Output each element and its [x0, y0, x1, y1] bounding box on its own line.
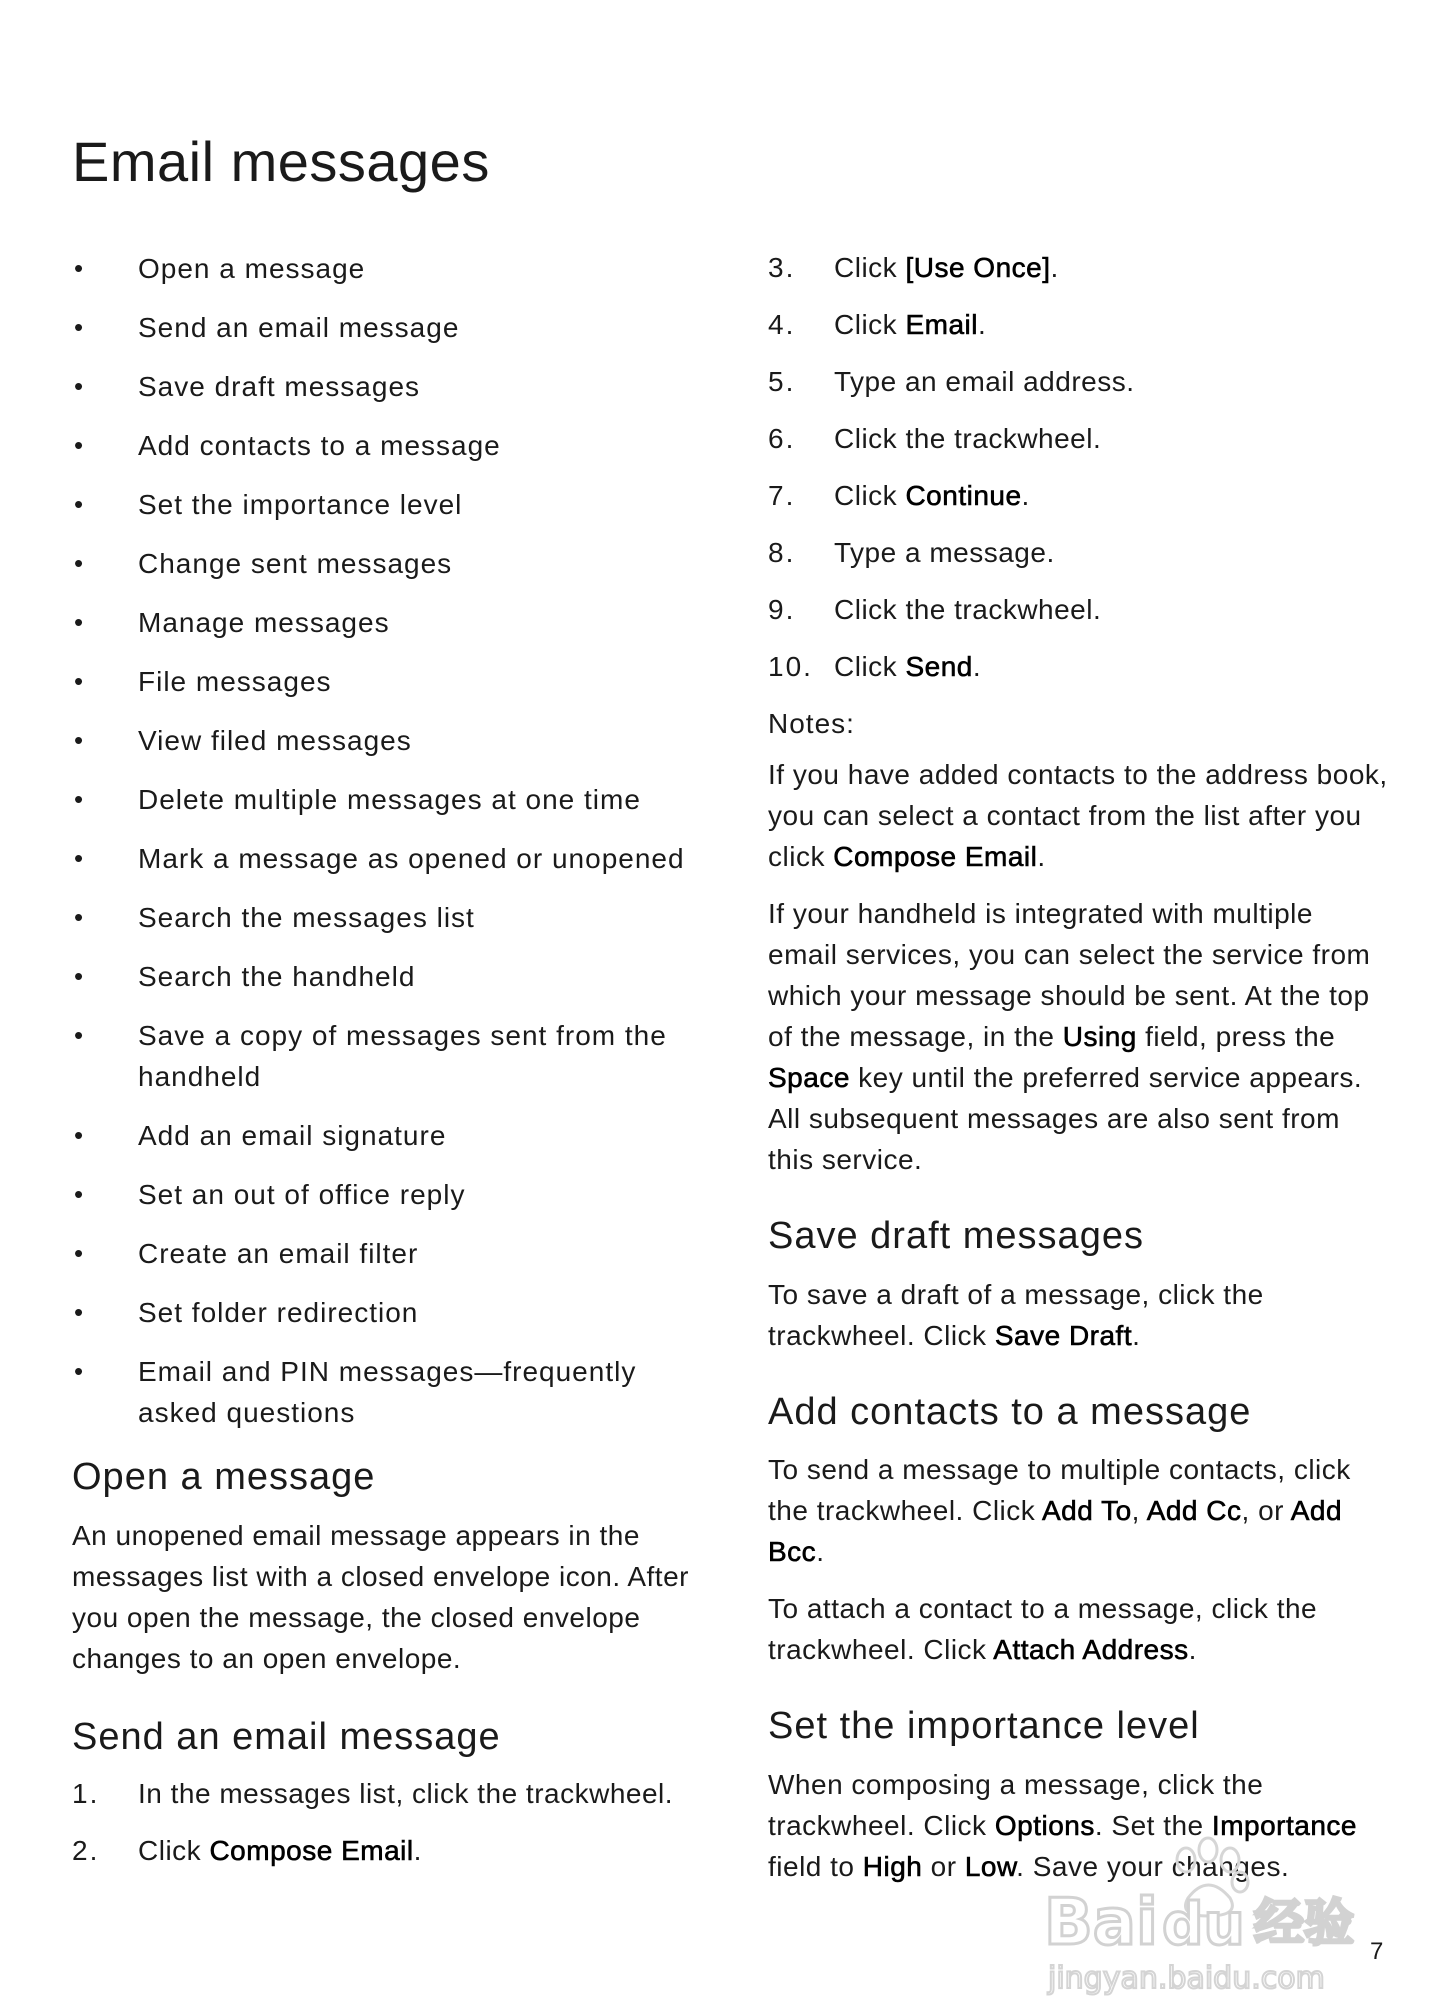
- step-text: Click: [834, 651, 906, 682]
- ui-term: [Use Once]: [905, 252, 1051, 283]
- note-text: field, press the: [1136, 1021, 1336, 1052]
- topic-item[interactable]: • Add an email signature: [72, 1115, 692, 1156]
- topic-item[interactable]: • Send an email message: [72, 307, 692, 348]
- body-text: . Set the: [1094, 1809, 1212, 1841]
- step-item: [768, 419, 1388, 459]
- step-text: Click: [138, 1835, 210, 1867]
- step-number: 6.: [768, 423, 796, 454]
- topic-item[interactable]: • Change sent messages: [72, 543, 692, 584]
- step-item: [768, 305, 1388, 345]
- body-text: When composing a message, click the trackwheel. Click: [768, 1768, 1264, 1841]
- ui-term: Add To: [1042, 1495, 1132, 1527]
- add-contacts-heading: Add contacts to a message: [768, 1390, 1252, 1433]
- body-text: To save a draft of a message, click the trackwheel. Click: [768, 1278, 1264, 1351]
- step-punct: .: [413, 1835, 422, 1867]
- body-punct: .: [816, 1536, 825, 1568]
- step-text: Click: [834, 309, 906, 340]
- body-sep: , or: [1241, 1495, 1291, 1527]
- ui-term: Email: [905, 309, 978, 340]
- ui-term: Save Draft: [994, 1319, 1133, 1351]
- open-message-body: An unopened email message appears in the messages list with a closed envelope icon. After you open the message, the closed envelope changes to an open envelope.: [72, 1519, 689, 1674]
- ui-term: High: [862, 1850, 923, 1882]
- step-item: [768, 476, 1388, 516]
- topic-item[interactable]: • Create an email filter: [72, 1233, 692, 1274]
- step-item: [72, 1774, 692, 1814]
- body-punct: .: [1132, 1319, 1141, 1351]
- notes-label: Notes:: [768, 708, 855, 739]
- ui-term: Continue: [905, 480, 1022, 511]
- topic-item[interactable]: • View filed messages: [72, 720, 692, 761]
- ui-term: Compose Email: [209, 1835, 414, 1867]
- note-text: If you have added contacts to the address book, you can select a contact from the list after you click: [768, 759, 1388, 872]
- step-number: 9.: [768, 594, 796, 625]
- step-item: [72, 1831, 692, 1871]
- step-text: Click the trackwheel.: [834, 594, 1102, 625]
- ui-term: Importance: [1211, 1809, 1357, 1841]
- page-number: 7: [1370, 1938, 1384, 1965]
- step-number: 7.: [768, 480, 796, 511]
- step-text: Click: [834, 252, 906, 283]
- ui-term: Add Bcc: [768, 1495, 1343, 1568]
- send-email-heading: Send an email message: [72, 1715, 501, 1758]
- step-punct: .: [1021, 480, 1030, 511]
- watermark-brand: Bai: [1044, 1886, 1158, 1960]
- note-address-book: [768, 754, 1388, 877]
- topic-item[interactable]: • Set the importance level: [72, 484, 692, 525]
- watermark-brand-suffix: du: [1162, 1890, 1245, 1958]
- body-text: To attach a contact to a message, click the trackwheel. Click: [768, 1593, 1318, 1666]
- topic-item[interactable]: • Open a message: [72, 248, 692, 289]
- add-contacts-body-1: [768, 1449, 1388, 1572]
- ui-term: Compose Email: [833, 841, 1038, 872]
- step-number: 8.: [768, 537, 796, 568]
- step-punct: .: [972, 651, 982, 682]
- step-number: 2.: [72, 1835, 100, 1867]
- add-contacts-body-2: [768, 1588, 1388, 1670]
- importance-heading: Set the importance level: [768, 1705, 1200, 1748]
- step-text: In the messages list, click the trackwheel.: [138, 1778, 674, 1810]
- body-text: field to: [768, 1850, 863, 1882]
- ui-term: Send: [905, 651, 973, 682]
- note-text: key until the preferred service appears. All subsequent messages are also sent from this service.: [768, 1062, 1363, 1175]
- send-email-steps-part1: [72, 1774, 692, 1871]
- topic-item[interactable]: • Add contacts to a message: [72, 425, 692, 466]
- body-text: To send a message to multiple contacts, click the trackwheel. Click: [768, 1454, 1351, 1527]
- note-multiple-services: [768, 893, 1388, 1180]
- topic-item[interactable]: • Delete multiple messages at one time: [72, 779, 692, 820]
- step-number: 1.: [72, 1778, 100, 1810]
- step-text: Type a message.: [834, 537, 1055, 568]
- step-punct: .: [1050, 252, 1059, 283]
- send-email-steps-part2: [768, 248, 1388, 687]
- right-column: [768, 248, 1388, 1903]
- ui-term: Add Cc: [1146, 1495, 1242, 1527]
- page-title: Email messages: [72, 130, 490, 193]
- save-draft-body: [768, 1274, 1388, 1356]
- topic-item[interactable]: • Search the handheld: [72, 956, 692, 997]
- note-text: If your handheld is integrated with multiple email services, you can select the service from which your message should be sent. At the top of the message, in the: [768, 898, 1371, 1052]
- topic-item[interactable]: • Set folder redirection: [72, 1292, 692, 1333]
- topic-item[interactable]: • Email and PIN messages—frequently asked questions: [72, 1351, 692, 1433]
- topic-item[interactable]: • Search the messages list: [72, 897, 692, 938]
- watermark-cn: 经验: [1254, 1894, 1354, 1952]
- step-text: Click: [834, 480, 906, 511]
- left-column: [72, 248, 692, 1888]
- topic-item[interactable]: • Save draft messages: [72, 366, 692, 407]
- step-item: [768, 248, 1388, 288]
- ui-term: Space: [768, 1062, 850, 1093]
- ui-term: Attach Address: [993, 1634, 1189, 1666]
- topic-item[interactable]: • Manage messages: [72, 602, 692, 643]
- open-message-heading: Open a message: [72, 1456, 376, 1498]
- baidu-jingyan-watermark: [1036, 1820, 1396, 2000]
- step-number: 10.: [768, 651, 813, 682]
- topic-list: [72, 248, 692, 1433]
- body-text: . Save your changes.: [1016, 1850, 1290, 1882]
- topic-item[interactable]: • File messages: [72, 661, 692, 702]
- ui-term: Options: [994, 1809, 1095, 1841]
- step-number: 4.: [768, 309, 796, 340]
- ui-term: Using: [1062, 1021, 1137, 1052]
- topic-item[interactable]: • Save a copy of messages sent from the handheld: [72, 1015, 692, 1097]
- save-draft-heading: Save draft messages: [768, 1215, 1144, 1257]
- step-punct: .: [977, 309, 987, 340]
- body-text: or: [922, 1850, 965, 1882]
- step-item: [768, 590, 1388, 630]
- ui-term: Low: [964, 1850, 1017, 1882]
- step-text: Click the trackwheel.: [834, 423, 1102, 454]
- step-item: [768, 362, 1388, 402]
- topic-item[interactable]: • Set an out of office reply: [72, 1174, 692, 1215]
- step-text: Type an email address.: [834, 366, 1135, 397]
- step-number: 3.: [768, 252, 796, 283]
- topic-item[interactable]: • Mark a message as opened or unopened: [72, 838, 692, 879]
- body-sep: ,: [1131, 1495, 1147, 1527]
- watermark-url: jingyan.baidu.com: [1048, 1961, 1325, 1996]
- step-item: [768, 533, 1388, 573]
- note-punct: .: [1037, 841, 1046, 872]
- step-number: 5.: [768, 366, 796, 397]
- step-item: [768, 647, 1388, 687]
- body-punct: .: [1188, 1634, 1197, 1666]
